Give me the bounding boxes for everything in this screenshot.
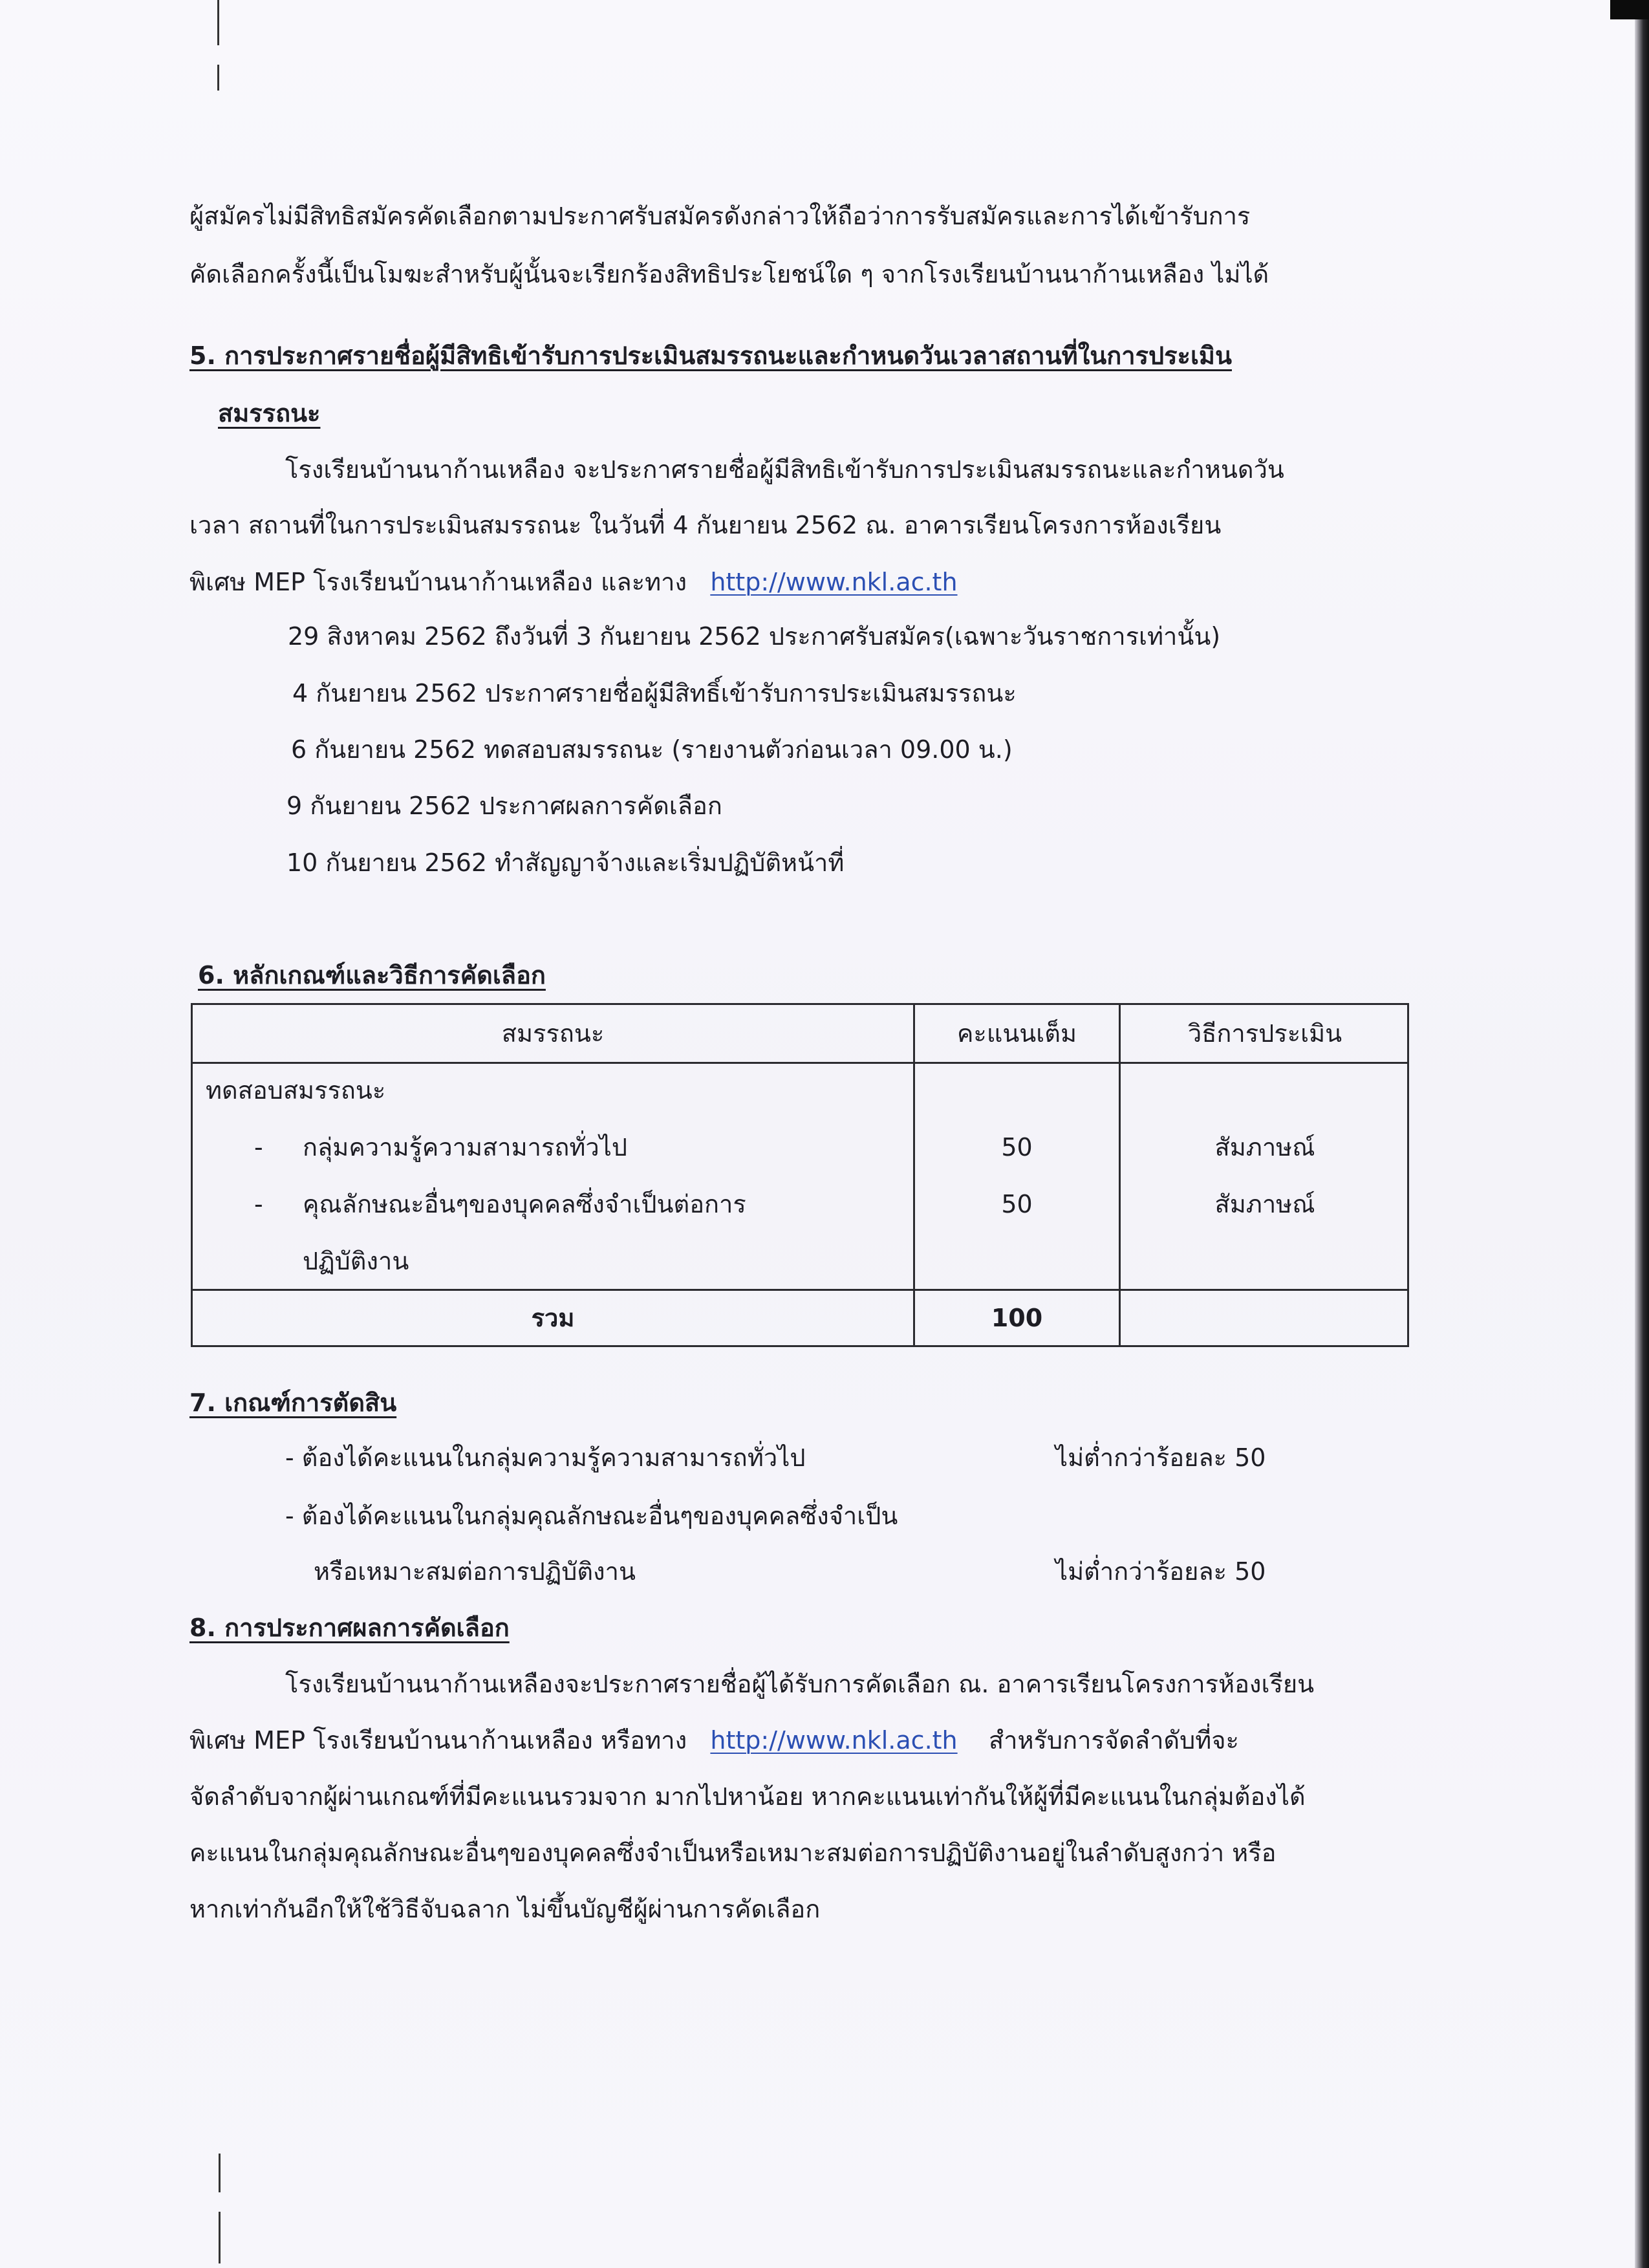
section-8-line-4: คะแนนในกลุ่มคุณลักษณะอื่นๆของบุคคลซึ่งจำเป็นหรือเหมาะสมต่อการปฏิบัติงานอยู่ในลำดับสูงกว่า หรือ	[189, 1839, 1277, 1867]
section-7-heading: 7. เกณฑ์การตัดสิน	[189, 1388, 397, 1417]
section-8-text: พิเศษ MEP โรงเรียนบ้านนาก้านเหลือง หรือทาง	[189, 1726, 687, 1755]
table-total-label: รวม	[531, 1304, 575, 1332]
scan-corner-shadow	[1610, 0, 1649, 19]
table-header-method: วิธีการประเมิน	[1187, 1019, 1342, 1048]
section-5-para-line-2: เวลา สถานที่ในการประเมินสมรรถนะ ในวันที่ 4 กันยายน 2562 ณ. อาคารเรียนโครงการห้องเรียน	[189, 511, 1222, 539]
table-divider	[1119, 1005, 1121, 1345]
criterion-2-cont: หรือเหมาะสมต่อการปฏิบัติงาน	[314, 1557, 636, 1586]
table-row-label-cont: ปฏิบัติงาน	[303, 1247, 409, 1275]
table-row-score: 50	[1001, 1133, 1033, 1161]
table-divider	[193, 1289, 1407, 1291]
schedule-item: 4 กันยายน 2562 ประกาศรายชื่อผู้มีสิทธิ์เข้ารับการประเมินสมรรถนะ	[292, 679, 1017, 707]
section-8-line-3: จัดลำดับจากผู้ผ่านเกณฑ์ที่มีคะแนนรวมจาก มากไปหาน้อย หากคะแนนเท่ากันให้ผู้ที่มีคะแนนในกลุ่มต้องได้	[189, 1782, 1306, 1811]
criterion-2: - ต้องได้คะแนนในกลุ่มคุณลักษณะอื่นๆของบุคคลซึ่งจำเป็น	[285, 1502, 898, 1530]
school-website-link[interactable]: http://www.nkl.ac.th	[710, 1726, 958, 1755]
table-row-score: 50	[1001, 1190, 1033, 1218]
section-5-heading-cont: สมรรถนะ	[218, 399, 321, 427]
table-header-full-score: คะแนนเต็ม	[957, 1019, 1077, 1048]
table-row-method: สัมภาษณ์	[1214, 1190, 1315, 1218]
intro-line-1: ผู้สมัครไม่มีสิทธิสมัครคัดเลือกตามประกาศรับสมัครดังกล่าวให้ถือว่าการรับสมัครและการได้เข้ารับการ	[189, 202, 1251, 230]
schedule-item: 29 สิงหาคม 2562 ถึงวันที่ 3 กันยายน 2562 ประกาศรับสมัคร(เฉพาะวันราชการเท่านั้น)	[288, 622, 1221, 651]
criteria-table	[191, 1003, 1409, 1347]
schedule-item: 6 กันยายน 2562 ทดสอบสมรรถนะ (รายงานตัวก่อนเวลา 09.00 น.)	[291, 735, 1013, 764]
binding-mark	[219, 2212, 221, 2263]
table-header-competency: สมรรถนะ	[501, 1019, 605, 1048]
section-8-line-1: โรงเรียนบ้านนาก้านเหลืองจะประกาศรายชื่อผู้ได้รับการคัดเลือก ณ. อาคารเรียนโครงการห้องเรียน	[285, 1670, 1315, 1698]
section-8-text: สำหรับการจัดลำดับที่จะ	[988, 1726, 1239, 1755]
table-divider	[193, 1062, 1407, 1064]
criterion-1: - ต้องได้คะแนนในกลุ่มความรู้ความสามารถทั่วไป	[285, 1443, 806, 1472]
scan-edge-shadow	[1635, 0, 1649, 2268]
intro-line-2: คัดเลือกครั้งนี้เป็นโมฆะสำหรับผู้นั้นจะเรียกร้องสิทธิประโยชน์ใด ๆ จากโรงเรียนบ้านนาก้านเหลือง ไม่ได้	[189, 260, 1269, 288]
school-website-link[interactable]: http://www.nkl.ac.th	[710, 568, 958, 596]
section-5-para-text: พิเศษ MEP โรงเรียนบ้านนาก้านเหลือง และทาง	[189, 568, 687, 596]
table-total-score: 100	[991, 1304, 1043, 1332]
schedule-item: 9 กันยายน 2562 ประกาศผลการคัดเลือก	[286, 792, 722, 820]
table-row-bullet: -	[254, 1133, 263, 1161]
section-8-line-5: หากเท่ากันอีกให้ใช้วิธีจับฉลาก ไม่ขึ้นบัญชีผู้ผ่านการคัดเลือก	[189, 1895, 821, 1923]
binding-mark	[217, 0, 219, 45]
section-5-para-line-3	[189, 565, 958, 599]
criterion-1-requirement: ไม่ต่ำกว่าร้อยละ 50	[1055, 1443, 1266, 1472]
table-row-label: คุณลักษณะอื่นๆของบุคคลซึ่งจำเป็นต่อการ	[303, 1190, 746, 1218]
binding-mark	[219, 2154, 221, 2192]
criterion-2-requirement: ไม่ต่ำกว่าร้อยละ 50	[1055, 1557, 1266, 1586]
table-row-label: กลุ่มความรู้ความสามารถทั่วไป	[303, 1133, 627, 1161]
table-row-method: สัมภาษณ์	[1214, 1133, 1315, 1161]
section-8-heading: 8. การประกาศผลการคัดเลือก	[189, 1614, 510, 1642]
section-6-heading: 6. หลักเกณฑ์และวิธีการคัดเลือก	[198, 961, 546, 989]
schedule-item: 10 กันยายน 2562 ทำสัญญาจ้างและเริ่มปฏิบัติหน้าที่	[286, 848, 845, 877]
section-8-line-2	[189, 1723, 1239, 1757]
binding-mark	[217, 65, 219, 91]
section-5-heading: 5. การประกาศรายชื่อผู้มีสิทธิเข้ารับการประเมินสมรรถนะและกำหนดวันเวลาสถานที่ในการประเมิน	[189, 341, 1232, 370]
table-group-title: ทดสอบสมรรถนะ	[206, 1076, 386, 1105]
section-5-para-line-1: โรงเรียนบ้านนาก้านเหลือง จะประกาศรายชื่อผู้มีสิทธิเข้ารับการประเมินสมรรถนะและกำหนดวัน	[285, 455, 1284, 484]
table-row-bullet: -	[254, 1190, 263, 1218]
table-divider	[913, 1005, 915, 1345]
